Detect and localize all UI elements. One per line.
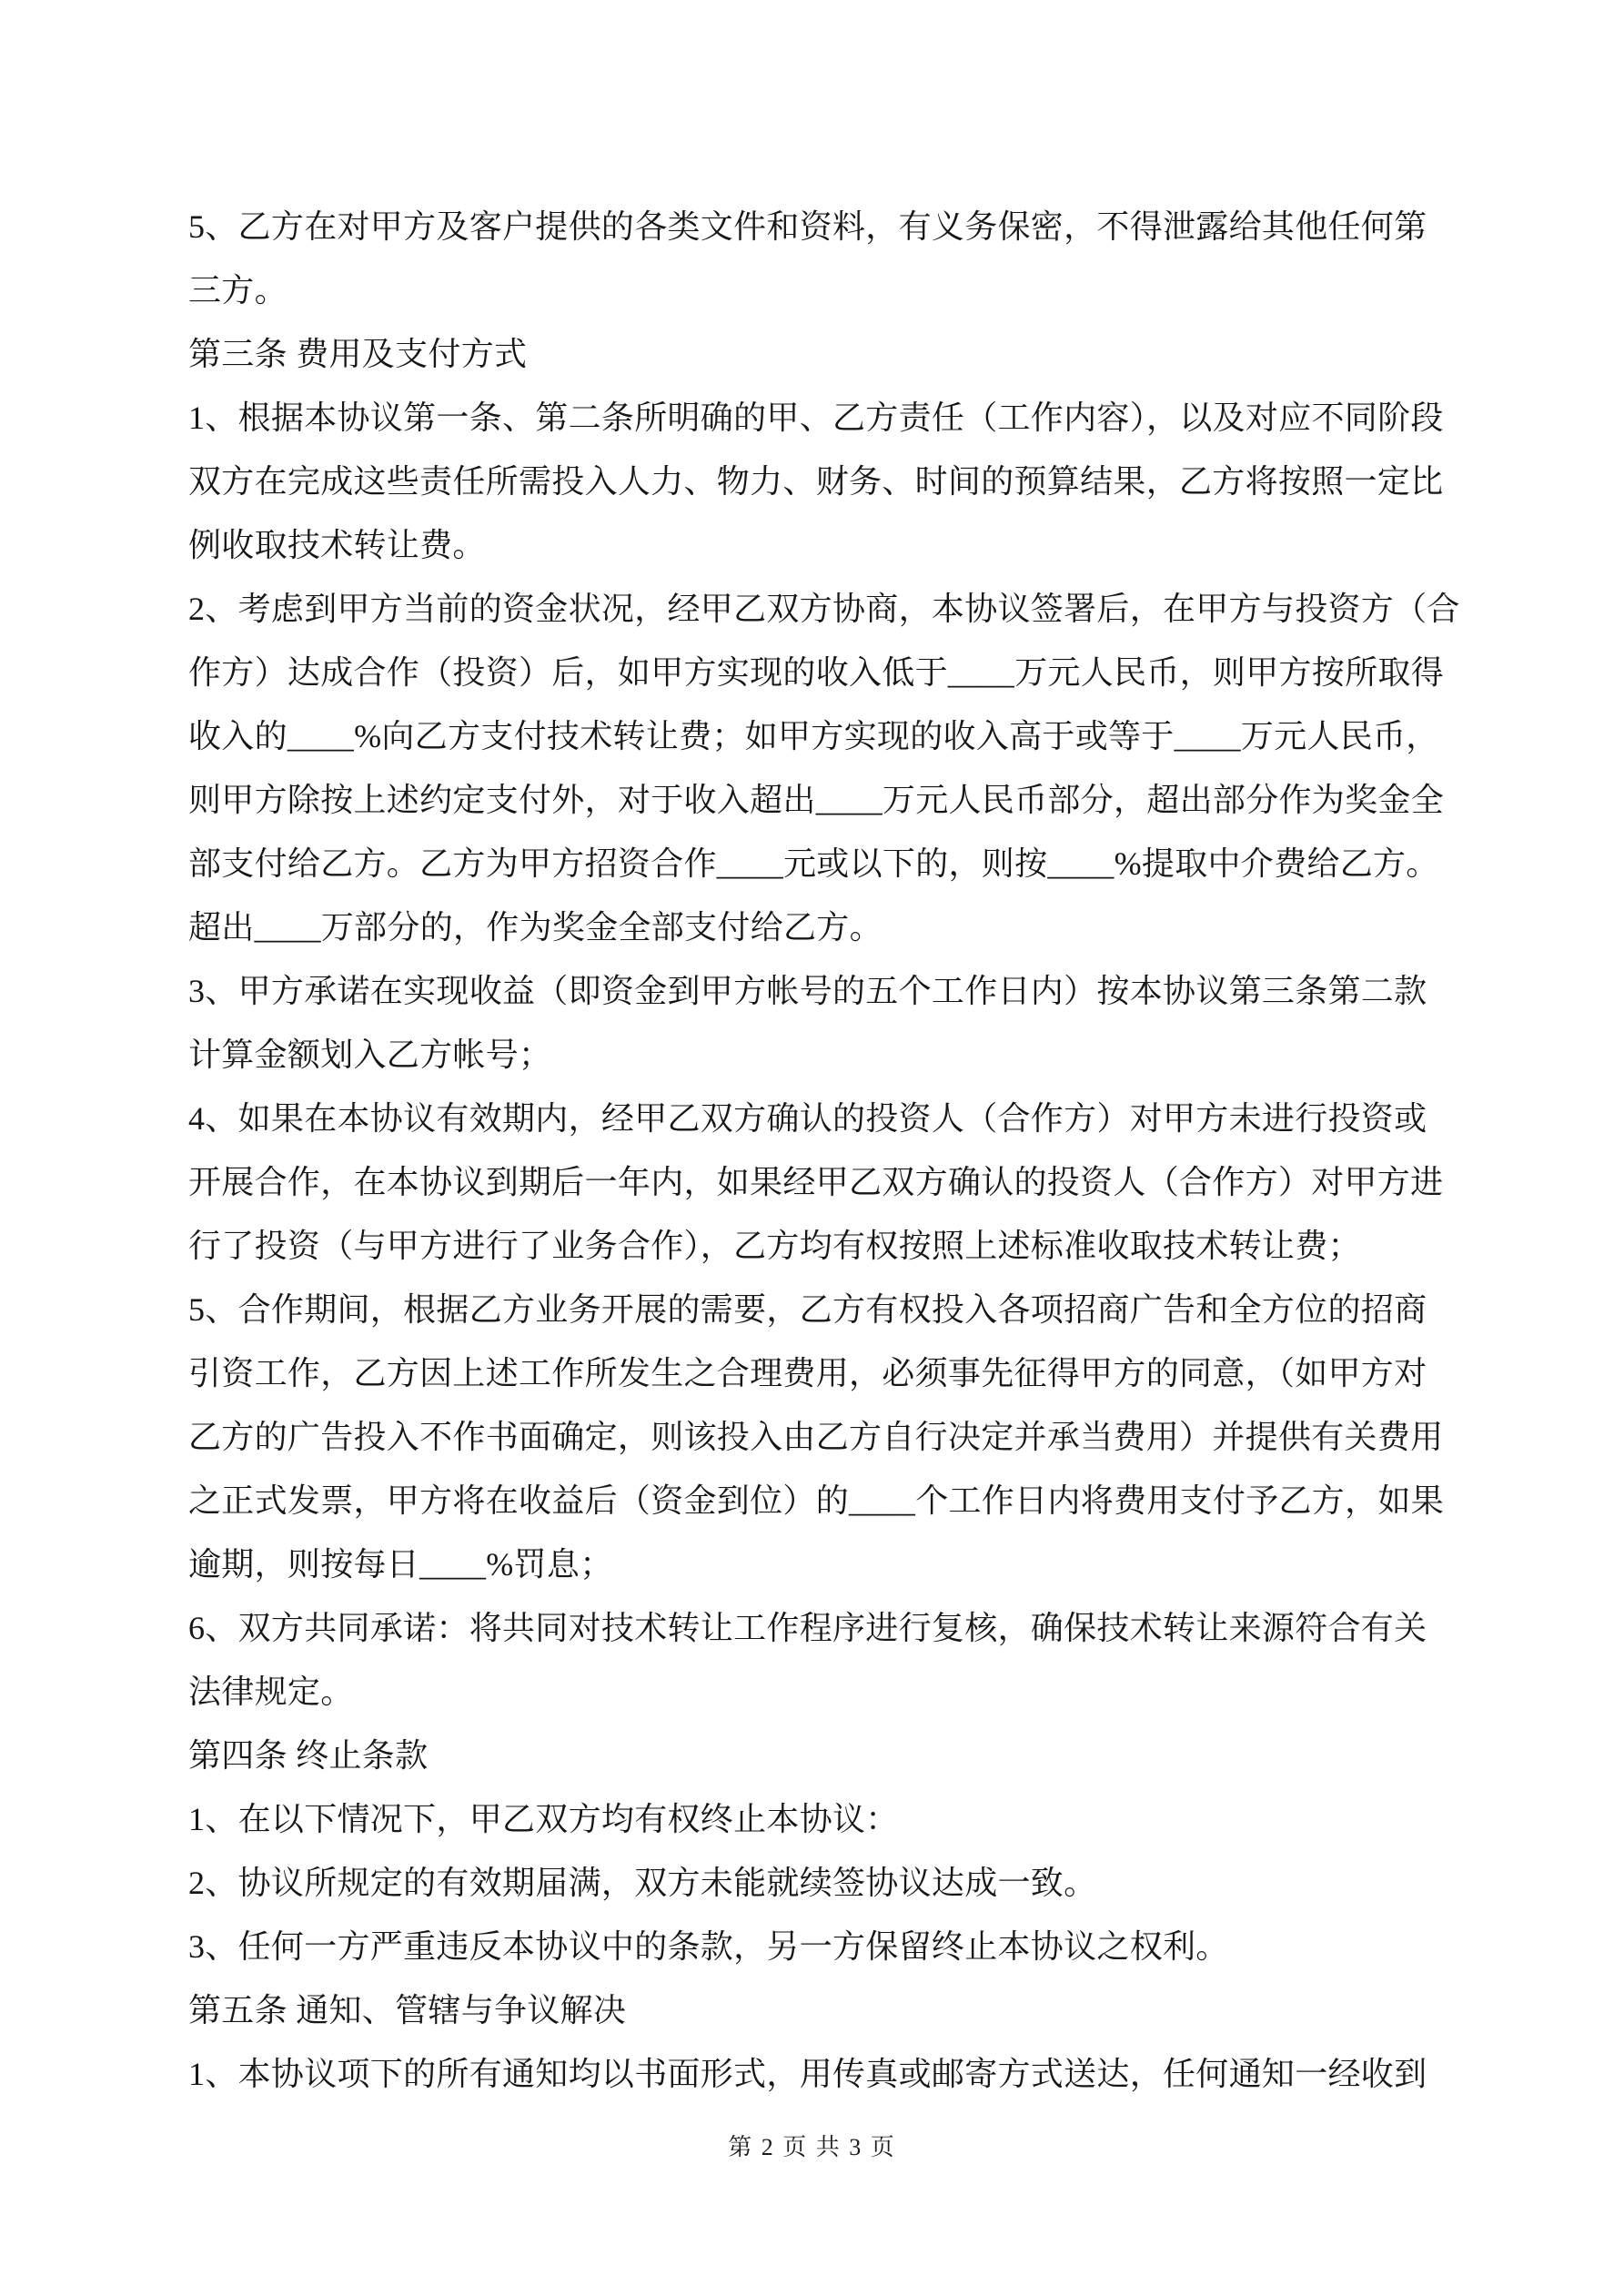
document-line: 1、本协议项下的所有通知均以书面形式，用传真或邮寄方式送达，任何通知一经收到 (188, 2056, 1427, 2092)
document-line: 4、如果在本协议有效期内，经甲乙双方确认的投资人（合作方）对甲方未进行投资或 (188, 1100, 1427, 1137)
document-line: 6、双方共同承诺：将共同对技术转让工作程序进行复核，确保技术转让来源符合有关 (188, 1610, 1427, 1646)
document-line: 三方。 (188, 272, 287, 308)
document-line: 3、甲方承诺在实现收益（即资金到甲方帐号的五个工作日内）按本协议第三条第二款 (188, 973, 1427, 1009)
document-line: 开展合作，在本协议到期后一年内，如果经甲乙双方确认的投资人（合作方）对甲方进 (188, 1164, 1444, 1200)
document-line: 作方）达成合作（投资）后，如甲方实现的收入低于____万元人民币，则甲方按所取得 (188, 654, 1444, 691)
document-line: 双方在完成这些责任所需投入人力、物力、财务、时间的预算结果，乙方将按照一定比 (188, 463, 1444, 500)
document-line: 行了投资（与甲方进行了业务合作），乙方均有权按照上述标准收取技术转让费； (188, 1228, 1361, 1264)
document-line: 1、在以下情况下，甲乙双方均有权终止本协议： (188, 1801, 899, 1837)
document-line: 超出____万部分的，作为奖金全部支付给乙方。 (188, 909, 883, 946)
document-line: 3、任何一方严重违反本协议中的条款，另一方保留终止本协议之权利。 (188, 1928, 1229, 1965)
document-line: 部支付给乙方。乙方为甲方招资合作____元或以下的，则按____%提取中介费给乙方。 (188, 845, 1439, 882)
document-line: 引资工作，乙方因上述工作所发生之合理费用，必须事先征得甲方的同意，（如甲方对 (188, 1355, 1427, 1391)
document-line: 例收取技术转让费。 (188, 527, 486, 563)
document-text-block (188, 195, 1460, 2106)
document-line: 1、根据本协议第一条、第二条所明确的甲、乙方责任（工作内容），以及对应不同阶段 (188, 400, 1444, 436)
section-heading: 第四条 终止条款 (188, 1737, 429, 1774)
document-line: 5、合作期间，根据乙方业务开展的需要，乙方有权投入各项招商广告和全方位的招商 (188, 1291, 1427, 1328)
document-line: 5、乙方在对甲方及客户提供的各类文件和资料，有义务保密，不得泄露给其他任何第 (188, 208, 1427, 245)
page-footer (0, 2128, 1624, 2168)
document-line: 则甲方除按上述约定支付外，对于收入超出____万元人民币部分，超出部分作为奖金全 (188, 782, 1444, 818)
document-line: 2、协议所规定的有效期届满，双方未能就续签协议达成一致。 (188, 1865, 1097, 1901)
document-line: 逾期，则按每日____%罚息； (188, 1546, 613, 1583)
document-line: 2、考虑到甲方当前的资金状况，经甲乙双方协商，本协议签署后，在甲方与投资方（合 (188, 591, 1460, 627)
page-number-indicator: 第 2 页 共 3 页 (728, 2134, 896, 2160)
document-line: 乙方的广告投入不作书面确定，则该投入由乙方自行决定并承当费用）并提供有关费用 (188, 1419, 1444, 1455)
section-heading: 第五条 通知、管辖与争议解决 (188, 1992, 627, 2028)
section-heading: 第三条 费用及支付方式 (188, 336, 528, 372)
document-line: 之正式发票，甲方将在收益后（资金到位）的____个工作日内将费用支付予乙方，如果 (188, 1482, 1444, 1519)
document-line: 收入的____%向乙方支付技术转让费；如甲方实现的收入高于或等于____万元人民币， (188, 718, 1439, 754)
document-line: 法律规定。 (188, 1674, 354, 1710)
document-line: 计算金额划入乙方帐号； (188, 1037, 552, 1073)
